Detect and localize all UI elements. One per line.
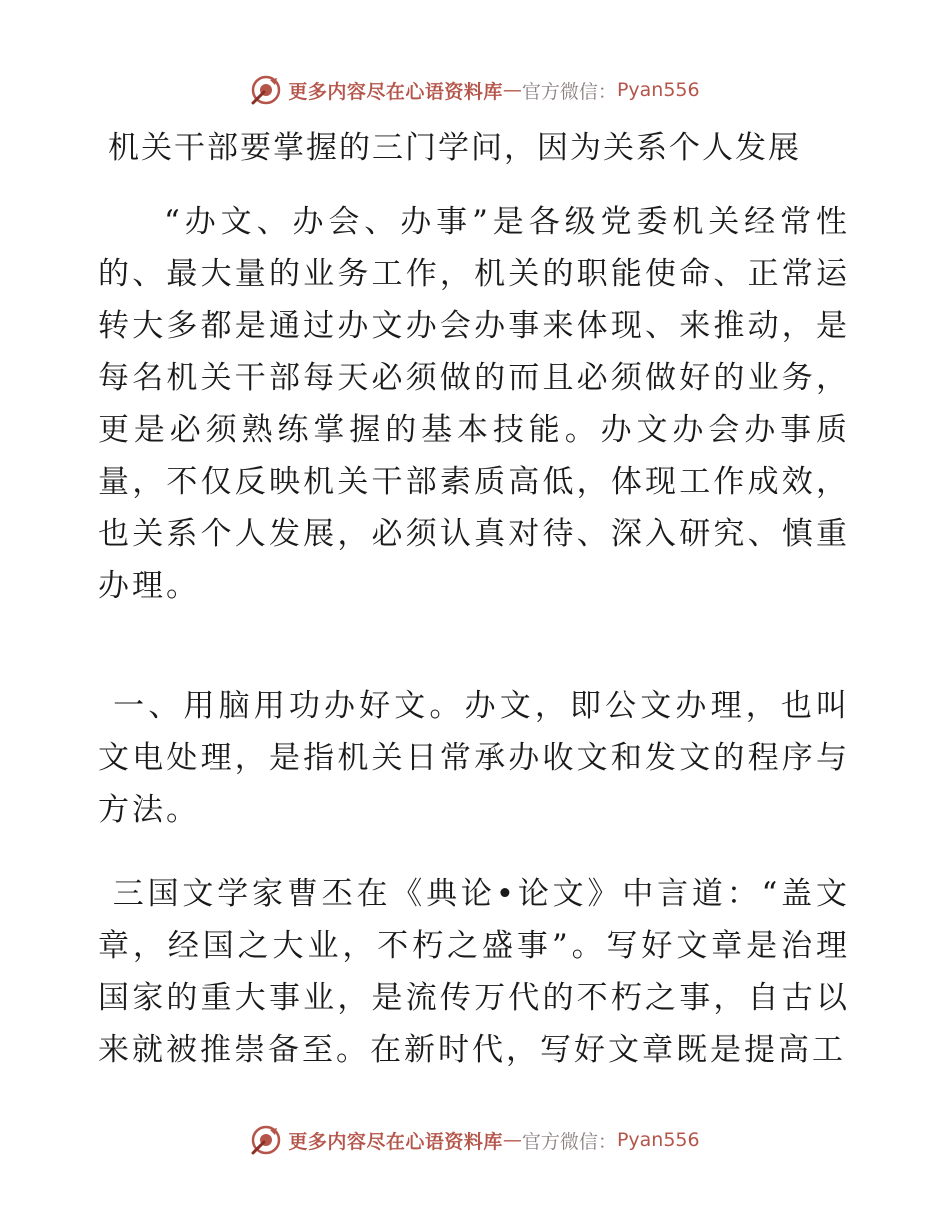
paragraph-cao-pi-quote <box>98 868 850 1076</box>
header-watermark-banner <box>0 70 950 110</box>
footer-watermark-banner <box>0 1120 950 1160</box>
paragraph-intro-text: “办文、办会、办事”是各级党委机关经常性的、最大量的业务工作，机关的职能使命、正常运转大多都是通过办文办会办事来体现、来推动，是每名机关干部每天必须做的而且必须做好的业务，更是必须熟练掌握的基本技能。办文办会办事质量，不仅反映机关干部素质高低，体现工作成效，也关系个人发展，必须认真对待、深入研究、慎重办理。 <box>98 204 850 604</box>
banner-official-label: 官方微信： <box>521 80 617 103</box>
banner-separator: — <box>502 1129 522 1151</box>
banner-separator: — <box>502 79 522 101</box>
paragraph-cao-pi-quote-text: 三国文学家曹丕在《典论•论文》中言道：“盖文章，经国之大业，不朽之盛事”。写好文章是治理国家的重大事业，是流传万代的不朽之事，自古以来就被推崇备至。在新时代，写好文章既是提高工 <box>98 876 850 1068</box>
paragraph-section-one-text: 一、用脑用功办好文。办文，即公文办理，也叫文电处理，是指机关日常承办收文和发文的程序与方法。 <box>98 688 850 828</box>
banner-site-text: 更多内容尽在心语资料库 <box>288 1130 503 1153</box>
pen-logo-icon <box>250 1124 282 1156</box>
banner-wechat-id: Pyan556 <box>616 1129 700 1151</box>
paragraph-intro <box>98 196 850 612</box>
banner-official-label: 官方微信： <box>521 1130 617 1153</box>
paragraph-section-one <box>98 680 850 836</box>
banner-site-text: 更多内容尽在心语资料库 <box>288 80 503 103</box>
pen-logo-icon <box>250 74 282 106</box>
document-title: 机关干部要掌握的三门学问，因为关系个人发展 <box>108 130 801 166</box>
banner-wechat-id: Pyan556 <box>616 79 700 101</box>
